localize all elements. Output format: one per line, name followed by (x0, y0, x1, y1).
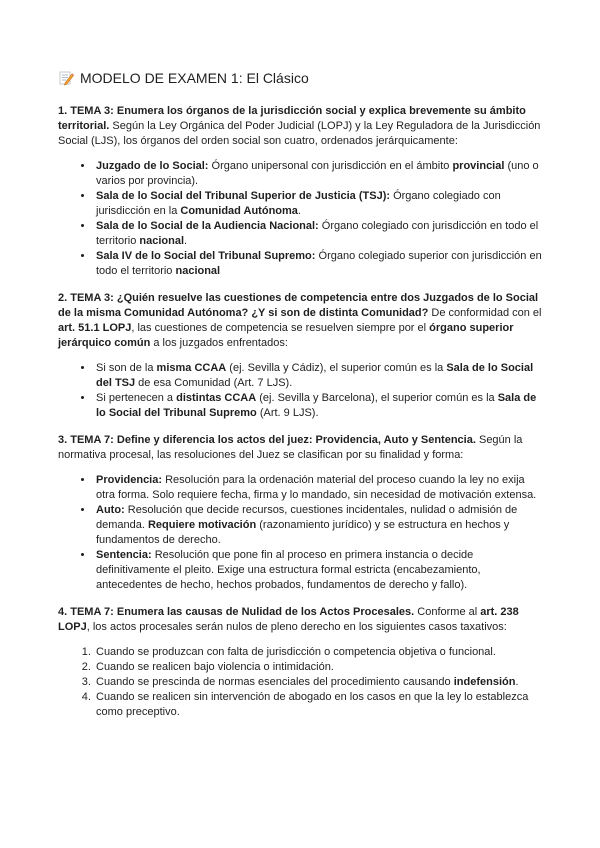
item-bold: Requiere motivación (147, 519, 257, 531)
list-item (94, 690, 542, 720)
question-3-heading: 3. TEMA 7: Define y diferencia los actos del juez: Providencia, Auto y Sentencia. (58, 434, 476, 446)
list-item (94, 249, 542, 279)
question-2-heading: 2. TEMA 3: ¿Quién resuelve las cuestiones de competencia entre dos Juzgados de lo Social de la misma Comunidad Autónoma? ¿Y si son de distinta Comunidad? (58, 292, 539, 319)
list-item (94, 675, 542, 690)
item-bold: nacional (139, 235, 185, 247)
item-term: Sala IV de lo Social del Tribunal Supremo: (96, 250, 316, 262)
item-text: Resolución que decide recursos, cuestiones incidentales, nulidad o admisión de demanda. (96, 504, 518, 531)
item-text: (razonamiento jurídico) y se estructura en hechos y fundamentos de derecho. (96, 519, 510, 546)
question-3 (58, 433, 542, 463)
item-text: Resolución que pone fin al proceso en primera instancia o decide definitivamente el pleito. Exige una estructura formal estricta (encabezamiento, antecedentes de hecho, hechos probados, fundamentos de derecho y fallo). (96, 549, 481, 591)
question-2 (58, 291, 542, 351)
question-4 (58, 605, 542, 635)
question-2-text: De conformidad con el (428, 307, 542, 319)
item-bold: distintas CCAA (176, 392, 257, 404)
list-item (94, 391, 542, 421)
item-bold: Comunidad Autónoma (180, 205, 298, 217)
question-4-bold: art. 238 LOPJ (58, 606, 519, 633)
question-2-list (58, 361, 542, 421)
list-item (94, 473, 542, 503)
list-item (94, 660, 542, 675)
list-item (94, 645, 542, 660)
item-term: Sala de lo Social de la Audiencia Nacional: (96, 220, 319, 232)
item-term: Auto: (96, 504, 125, 516)
item-text: Si pertenecen a (96, 392, 177, 404)
question-4-list (58, 645, 542, 720)
item-term: Sentencia: (96, 549, 152, 561)
list-item (94, 361, 542, 391)
question-3-intro: Según la normativa procesal, las resoluciones del Juez se clasifican por su finalidad y forma: (58, 434, 523, 461)
memo-icon (58, 70, 74, 86)
list-item (94, 159, 542, 189)
item-text: Si son de la (96, 362, 157, 374)
question-1 (58, 104, 542, 149)
item-text: (ej. Sevilla y Cádiz), el superior común es la (226, 362, 447, 374)
item-text: (ej. Sevilla y Barcelona), el superior común es la (256, 392, 498, 404)
question-4-text: Conforme al (414, 606, 481, 618)
question-4-heading: 4. TEMA 7: Enumera las causas de Nulidad de los Actos Procesales. (58, 606, 415, 618)
question-3-list (58, 473, 542, 593)
list-item (94, 189, 542, 219)
item-term: Providencia: (96, 474, 163, 486)
item-text: Órgano colegiado con jurisdicción en la (96, 190, 501, 217)
question-2-bold: órgano superior jerárquico común (58, 322, 514, 349)
item-bold: provincial (452, 160, 505, 172)
item-term: Sala de lo Social del Tribunal Superior de Justicia (TSJ): (96, 190, 391, 202)
item-term: Juzgado de lo Social: (96, 160, 209, 172)
list-item (94, 219, 542, 249)
item-text: (uno o varios por provincia). (96, 160, 539, 187)
item-bold: misma CCAA (156, 362, 227, 374)
item-text: Cuando se produzcan con falta de jurisdicción o competencia objetiva o funcional. (96, 646, 496, 658)
item-text: Órgano colegiado con jurisdicción en todo el territorio (96, 220, 539, 247)
item-bold: indefensión (453, 676, 516, 688)
list-item (94, 548, 542, 593)
question-1-intro: Según la Ley Orgánica del Poder Judicial (LOPJ) y la Ley Reguladora de la Jurisdicción Social (LJS), los órganos del orden social son cuatro, ordenados jerárquicamente: (58, 120, 541, 147)
question-1-heading: 1. TEMA 3: Enumera los órganos de la jurisdicción social y explica brevemente su ámbito territorial. (58, 105, 526, 132)
item-text: . (297, 205, 301, 217)
item-bold: Sala de lo Social del Tribunal Supremo (96, 392, 537, 419)
question-2-bold: art. 51.1 LOPJ (58, 322, 132, 334)
title-text: MODELO DE EXAMEN 1: El Clásico (80, 70, 309, 86)
page-title (58, 70, 542, 86)
item-text: Cuando se realicen bajo violencia o intimidación. (96, 661, 334, 673)
question-2-text: a los juzgados enfrentados: (150, 337, 288, 349)
question-1-list (58, 159, 542, 279)
item-text: . (515, 676, 519, 688)
item-text: Cuando se prescinda de normas esenciales del procedimiento causando (96, 676, 454, 688)
item-text: Órgano unipersonal con jurisdicción en el ámbito (208, 160, 453, 172)
item-text: . (184, 235, 188, 247)
item-bold: nacional (175, 265, 221, 277)
item-bold: Sala de lo Social del TSJ (96, 362, 534, 389)
item-text: Cuando se realicen sin intervención de abogado en los casos en que la ley lo establezca como preceptivo. (96, 691, 529, 718)
item-text: Resolución para la ordenación material del proceso cuando la ley no exija otra forma. Solo requiere fecha, firma y lo mandado, sin necesidad de motivación extensa. (96, 474, 537, 501)
item-text: de esa Comunidad (Art. 7 LJS). (135, 377, 293, 389)
item-text: (Art. 9 LJS). (256, 407, 319, 419)
list-item (94, 503, 542, 548)
question-4-text: , los actos procesales serán nulos de pleno derecho en los siguientes casos taxativos: (86, 621, 507, 633)
question-2-text: , las cuestiones de competencia se resuelven siempre por el (131, 322, 430, 334)
item-text: Órgano colegiado superior con jurisdicción en todo el territorio (96, 250, 542, 277)
